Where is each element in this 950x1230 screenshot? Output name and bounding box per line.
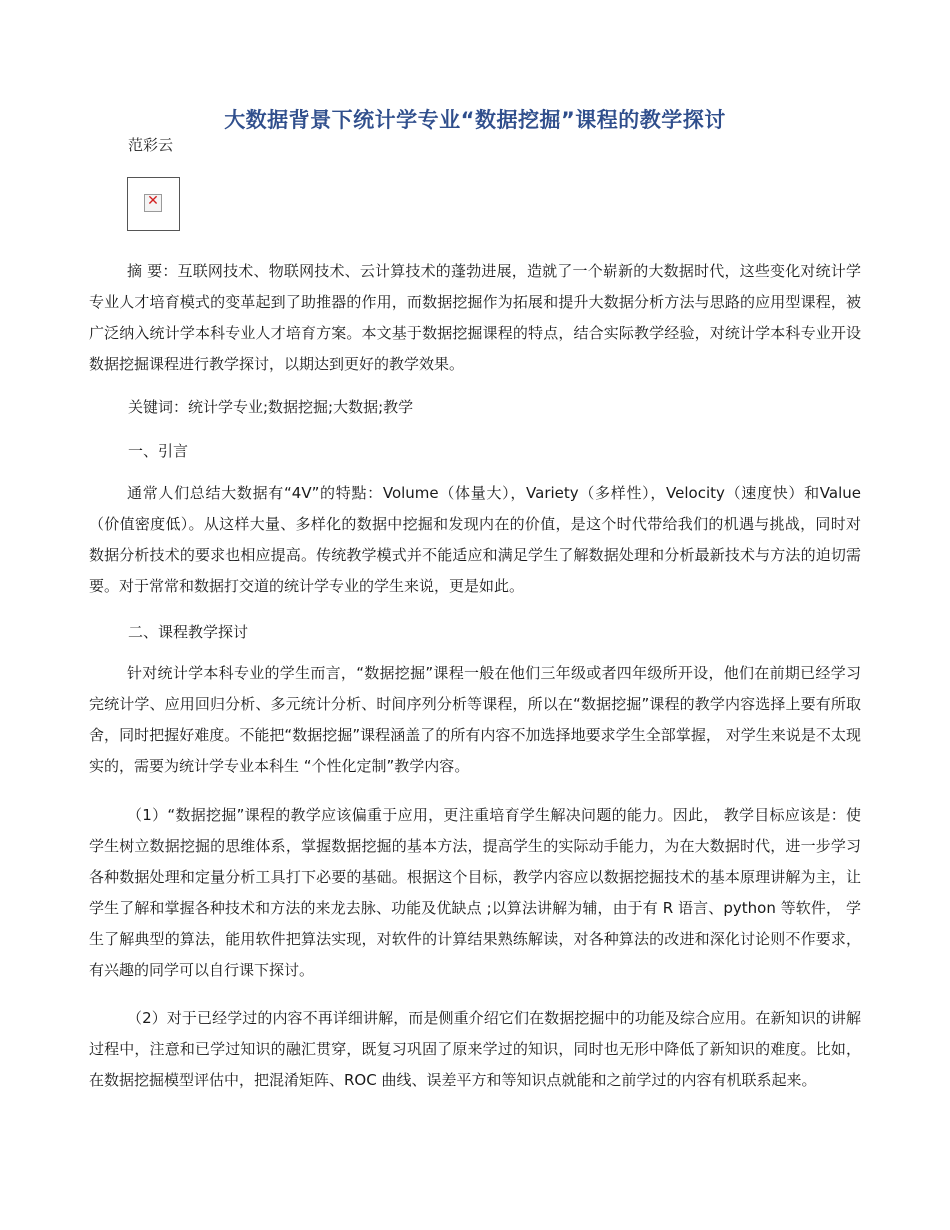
course-discussion-paragraph-2: （1）“数据挖掘”课程的教学应该偏重于应用，更注重培育学生解决问题的能力。因此， 教学目标应该是：使学生树立数据挖掘的思维体系，掌握数据挖掘的基本方法，提高学生的实际动手能力，为在大数据时代，进一步学习各种数据处理和定量分析工具打下必要的基础。根据这个目标，教学内容应以数据挖掘技术的基本原理讲解为主，让学生了解和掌握各种技术和方法的来龙去脉、功能及优缺点 ;以算法讲解为辅，由于有 R 语言、python 等软件， 学生了解典型的算法，能用软件把算法实现，对软件的计算结果熟练解读，对各种算法的改进和深化讨论则不作要求，有兴趣的同学可以自行课下探讨。 — [89, 806, 861, 979]
section-heading-introduction: 一、引言 — [128, 442, 189, 460]
abstract-block — [89, 256, 861, 380]
introduction-block — [89, 478, 861, 602]
course-discussion-block-1 — [89, 658, 861, 782]
keywords-line: 关键词：统计学专业;数据挖掘;大数据;教学 — [128, 398, 414, 416]
section-heading-course-discussion: 二、课程教学探讨 — [128, 623, 249, 641]
course-discussion-block-3 — [89, 1003, 861, 1096]
document-title: 大数据背景下统计学专业“数据挖掘”课程的教学探讨 — [224, 108, 726, 132]
broken-image-placeholder — [127, 177, 180, 231]
broken-image-icon: ✕ — [144, 194, 162, 212]
course-discussion-paragraph-1: 针对统计学本科专业的学生而言，“数据挖掘”课程一般在他们三年级或者四年级所开设，他们在前期已经学习完统计学、应用回归分析、多元统计分析、时间序列分析等课程，所以在“数据挖掘”课程的教学内容选择上要有所取舍，同时把握好难度。不能把“数据挖掘”课程涵盖了的所有内容不加选择地要求学生全部掌握， 对学生来说是不太现实的，需要为统计学专业本科生 “个性化定制”教学内容。 — [89, 664, 861, 775]
course-discussion-paragraph-3: （2）对于已经学过的内容不再详细讲解，而是侧重介绍它们在数据挖掘中的功能及综合应用。在新知识的讲解过程中，注意和已学过知识的融汇贯穿，既复习巩固了原来学过的知识，同时也无形中降低了新知识的难度。比如，在数据挖掘模型评估中，把混淆矩阵、ROC 曲线、误差平方和等知识点就能和之前学过的内容有机联系起来。 — [89, 1009, 861, 1089]
course-discussion-block-2 — [89, 800, 861, 986]
introduction-paragraph: 通常人们总结大数据有“4V”的特點：Volume（体量大），Variety（多样性），Velocity（速度快）和Value（价值密度低）。从这样大量、多样化的数据中挖掘和发现内在的价值，是这个时代带给我们的机遇与挑战，同时对数据分析技术的要求也相应提高。传统教学模式并不能适应和满足学生了解数据处理和分析最新技术与方法的迫切需要。对于常常和数据打交道的统计学专业的学生来说，更是如此。 — [89, 484, 861, 595]
author-name: 范彩云 — [128, 136, 174, 154]
abstract-paragraph: 摘 要：互联网技术、物联网技术、云计算技术的蓬勃进展，造就了一个崭新的大数据时代，这些变化对统计学专业人才培育模式的变革起到了助推器的作用，而数据挖掘作为拓展和提升大数据分析方法与思路的应用型课程，被广泛纳入统计学本科专业人才培育方案。本文基于数据挖掘课程的特点，结合实际教学经验，对统计学本科专业开设数据挖掘课程进行教学探讨，以期达到更好的教学效果。 — [89, 262, 861, 373]
